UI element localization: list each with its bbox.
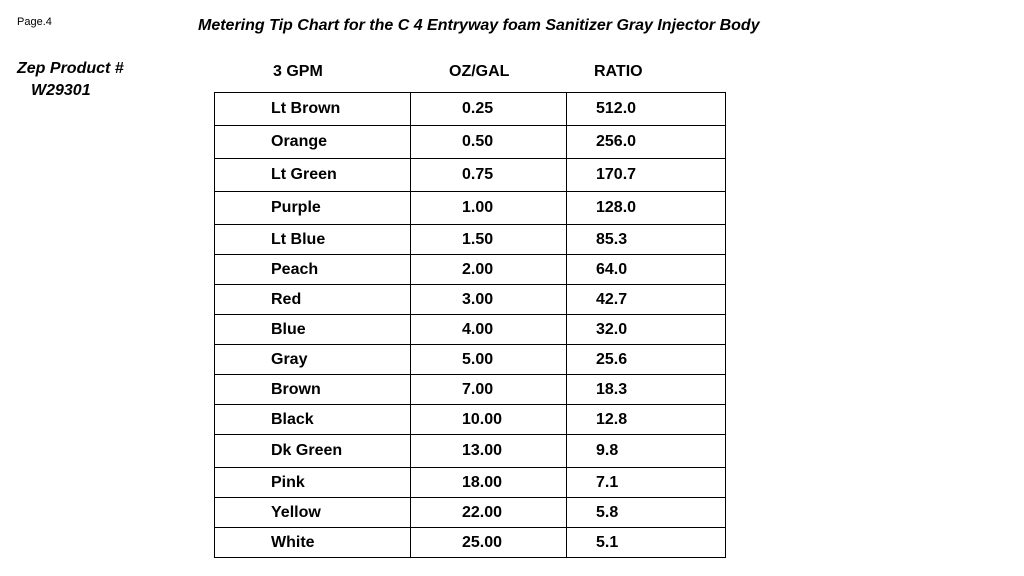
page-number: Page.4 (17, 16, 52, 28)
table-row (215, 528, 726, 558)
oz-gal-cell: 10.00 (411, 405, 567, 435)
ratio-cell: 512.0 (567, 93, 726, 126)
table-row (215, 345, 726, 375)
table-row (215, 435, 726, 468)
ratio-cell: 85.3 (567, 225, 726, 255)
ratio-cell: 128.0 (567, 192, 726, 225)
oz-gal-cell: 3.00 (411, 285, 567, 315)
ratio-cell: 7.1 (567, 468, 726, 498)
column-header-ratio: RATIO (594, 63, 643, 80)
ratio-cell: 5.8 (567, 498, 726, 528)
oz-gal-cell: 4.00 (411, 315, 567, 345)
tip-color-cell: White (215, 528, 411, 558)
tip-color-cell: Blue (215, 315, 411, 345)
tip-color-cell: Dk Green (215, 435, 411, 468)
product-number: W29301 (31, 82, 91, 99)
oz-gal-cell: 7.00 (411, 375, 567, 405)
oz-gal-cell: 18.00 (411, 468, 567, 498)
product-label: Zep Product # (17, 60, 124, 77)
tip-color-cell: Orange (215, 126, 411, 159)
ratio-cell: 9.8 (567, 435, 726, 468)
table-row (215, 225, 726, 255)
table-row (215, 405, 726, 435)
tip-color-cell: Purple (215, 192, 411, 225)
oz-gal-cell: 0.50 (411, 126, 567, 159)
oz-gal-cell: 25.00 (411, 528, 567, 558)
ratio-cell: 5.1 (567, 528, 726, 558)
tip-color-cell: Lt Blue (215, 225, 411, 255)
oz-gal-cell: 0.75 (411, 159, 567, 192)
table-row (215, 315, 726, 345)
table-row (215, 498, 726, 528)
ratio-cell: 42.7 (567, 285, 726, 315)
oz-gal-cell: 1.50 (411, 225, 567, 255)
column-header-gpm: 3 GPM (273, 63, 323, 80)
page-title: Metering Tip Chart for the C 4 Entryway foam Sanitizer Gray Injector Body (198, 17, 760, 34)
table-row (215, 192, 726, 225)
tip-color-cell: Peach (215, 255, 411, 285)
table-row (215, 93, 726, 126)
ratio-cell: 18.3 (567, 375, 726, 405)
oz-gal-cell: 0.25 (411, 93, 567, 126)
column-header-oz-gal: OZ/GAL (449, 63, 510, 80)
oz-gal-cell: 22.00 (411, 498, 567, 528)
tip-color-cell: Lt Green (215, 159, 411, 192)
oz-gal-cell: 2.00 (411, 255, 567, 285)
table-header (0, 63, 1024, 85)
oz-gal-cell: 13.00 (411, 435, 567, 468)
table-row (215, 159, 726, 192)
tip-color-cell: Red (215, 285, 411, 315)
ratio-cell: 170.7 (567, 159, 726, 192)
tip-color-cell: Gray (215, 345, 411, 375)
tip-color-cell: Yellow (215, 498, 411, 528)
oz-gal-cell: 1.00 (411, 192, 567, 225)
table-row (215, 375, 726, 405)
ratio-cell: 32.0 (567, 315, 726, 345)
ratio-cell: 64.0 (567, 255, 726, 285)
oz-gal-cell: 5.00 (411, 345, 567, 375)
tip-color-cell: Lt Brown (215, 93, 411, 126)
tip-color-cell: Brown (215, 375, 411, 405)
table-row (215, 285, 726, 315)
metering-tip-table (214, 92, 726, 558)
ratio-cell: 25.6 (567, 345, 726, 375)
table-row (215, 468, 726, 498)
ratio-cell: 12.8 (567, 405, 726, 435)
table-row (215, 126, 726, 159)
ratio-cell: 256.0 (567, 126, 726, 159)
table-row (215, 255, 726, 285)
tip-color-cell: Pink (215, 468, 411, 498)
tip-color-cell: Black (215, 405, 411, 435)
